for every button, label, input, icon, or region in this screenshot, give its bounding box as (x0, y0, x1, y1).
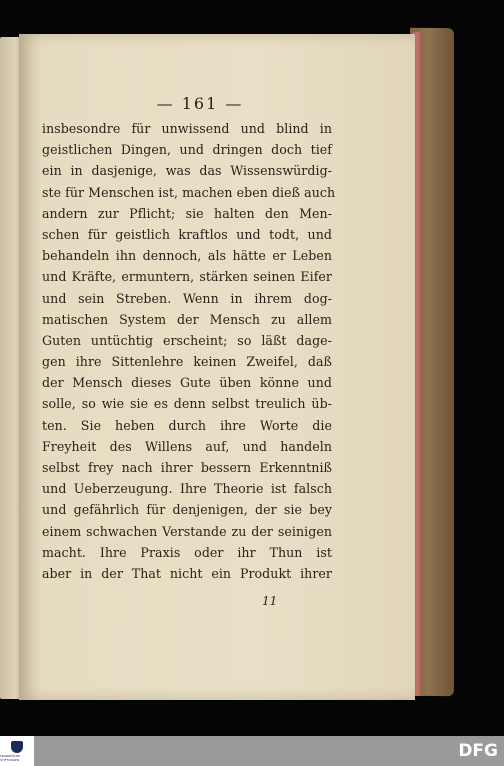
text-line: behandeln ihn dennoch, als hätte er Leben (42, 248, 332, 264)
text-line: und Kräfte, ermuntern, stärken seinen Eifer (42, 269, 332, 285)
signature-mark: 11 (262, 594, 278, 608)
text-line: ein in dasjenige, was das Wissenswürdig- (42, 163, 332, 179)
text-line: matischen System der Mensch zu allem (42, 311, 332, 327)
text-line: schen für geistlich kraftlos und todt, und (42, 226, 332, 242)
institution-emblem-icon (11, 741, 23, 753)
text-line: macht. Ihre Praxis oder ihr Thun ist (42, 544, 332, 560)
footer-bar (0, 736, 504, 766)
franckesche-stiftungen-logo[interactable] (0, 736, 34, 766)
dfg-logo[interactable]: DFG (458, 741, 498, 761)
text-line: und Ueberzeugung. Ihre Theorie ist falsch (42, 481, 332, 497)
text-line: und gefährlich für denjenigen, der sie bey (42, 502, 332, 518)
text-line: insbesondre für unwissend und blind in (42, 121, 332, 136)
text-line: solle, so wie sie es denn selbst treulich üb- (42, 396, 332, 412)
text-line: einem schwachen Verstande zu der seinigen (42, 523, 332, 539)
text-line: der Mensch dieses Gute üben könne und (42, 375, 332, 391)
text-line: Freyheit des Willens auf, und handeln (42, 438, 332, 454)
text-line: aber in der That nicht ein Produkt ihrer (42, 565, 332, 581)
text-line: ten. Sie heben durch ihre Worte die (42, 417, 332, 433)
text-line: ste für Menschen ist, machen eben dieß auch (42, 184, 336, 200)
text-line: selbst frey nach ihrer bessern Erkenntniß (42, 460, 332, 475)
page-text (42, 118, 336, 584)
text-line: und sein Streben. Wenn in ihrem dog- (42, 290, 332, 306)
text-line: Guten untüchtig erscheint; so läßt dage- (42, 332, 332, 348)
text-line: andern zur Pflicht; sie halten den Men- (42, 205, 332, 221)
page-number: — 161 — (156, 94, 244, 113)
text-line: gen ihre Sittenlehre keinen Zweifel, daß (42, 354, 332, 370)
institution-logo-text: FRANKESCHE STIFTUNGEN (0, 753, 20, 762)
text-line: geistlichen Dingen, und dringen doch tief (42, 142, 332, 158)
